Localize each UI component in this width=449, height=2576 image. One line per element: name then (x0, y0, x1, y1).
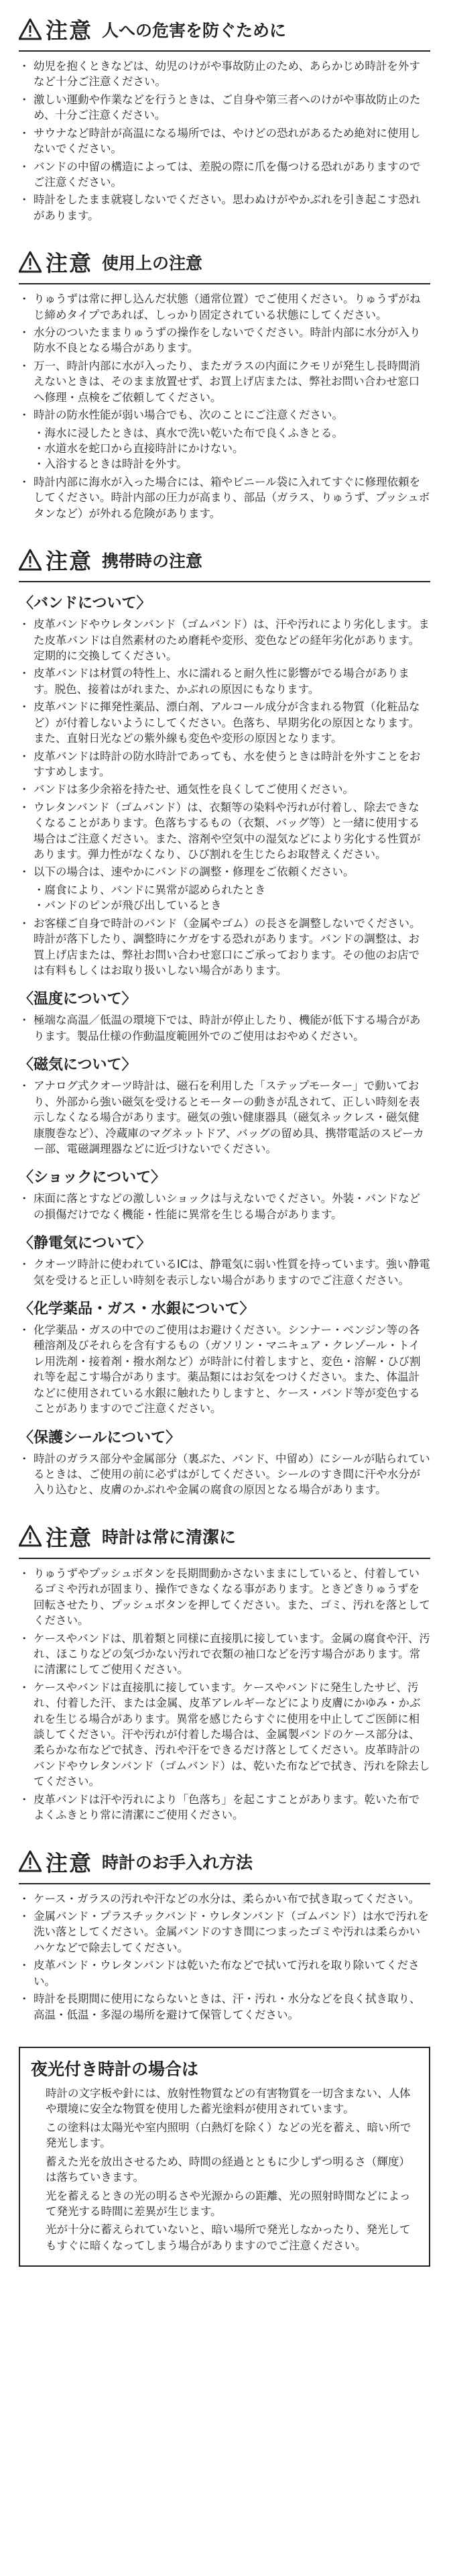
list-item: ・ 皮革バンド・ウレタンバンドは乾いた布などで拭いて汚れを取り除いてください。 (19, 1957, 430, 1989)
section-header (19, 1521, 430, 1559)
list-item: ・ 以下の場合は、速やかにバンドの調整・修理をご依頼ください。 (19, 864, 430, 879)
section-title: 使用上の注意 (102, 253, 203, 273)
list-subitem: ・海水に浸したときは、真水で洗い乾いた布で良くふきとる。 (34, 426, 343, 439)
section-title: 時計は常に清潔に (102, 1527, 237, 1548)
warning-icon (19, 1525, 42, 1548)
list-subitem: ・入浴するときは時計を外す。 (34, 458, 188, 471)
list-item: ・ 時計を長期間に使用にならないときは、汗・汚れ・水分などを良く拭き取り、高温・低温・多湿の場所を避けて保管してください。 (19, 1991, 430, 2023)
list-subitem: ・バンドのピンが飛び出しているとき (34, 899, 222, 912)
section-title: 人への危害を防ぐために (102, 20, 287, 40)
section-title: 時計のお手入れ方法 (102, 1853, 253, 1873)
list-item: ・ 時計をしたまま就寝しないでください。思わぬけがやかぶれを引き起こす恐れがあります。 (19, 192, 430, 223)
subheading: 〈静電気について〉 (19, 1235, 151, 1252)
list-item: ・ バンドの中留の構造によっては、差脱の際に爪を傷つける恐れがありますのでご注意ください。 (19, 159, 430, 191)
list-item: ・ りゅうずやプッシュボタンを長期間動かさないままにしていると、付着しているゴミや汚れが固まり、操作できなくなる事があります。ときどきりゅうずを回転させたり、プッシュボタンを押してください。また、ゴミ、汚れを落としてください。 (19, 1566, 430, 1629)
list-item: ・ サウナなど時計が高温になる場所では、やけどの恐れがあるため絶対に使用しないでください。 (19, 125, 430, 157)
section-title: 携帯時の注意 (102, 551, 203, 571)
subheading: 〈磁気について〉 (19, 1057, 137, 1074)
list-item: ・ 幼児を抱くときなどは、幼児のけがや事故防止のため、あらかじめ時計を外すなど十分ご注意ください。 (19, 58, 430, 90)
list-item: ・ 金属バンド・プラスチックバンド・ウレタンバンド（ゴムバンド）は水で汚れを洗い落としてください。金属バンドのすき間につまったゴミや汚れは柔らかいハケなどで除去してください。 (19, 1909, 430, 1955)
luminous-paragraph: 蓄えた光を放出させるため、時間の経過とともに少しずつ明るさ（輝度）は落ちていきます。 (46, 2155, 410, 2184)
caution-label: 注意 (46, 548, 92, 575)
caution-label: 注意 (46, 1524, 92, 1551)
list-item: ・ 床面に落とすなどの激しいショックは与えないでください。外装・バンドなどの損傷だけでなく機能・性能に異常を生じる場合があります。 (19, 1191, 430, 1222)
list-item: ・ ケースやバンドは、肌着類と同様に直接肌に接しています。金属の腐食や汗、汚れ、ほこりなどの気づかない汚れで衣類の袖口などを汚す場合があります。常に清潔にしてご使用ください。 (19, 1631, 430, 1678)
list-item: ・ 極端な高温／低温の環境下では、時計が停止したり、機能が低下する場合があります。製品仕様の作動温度範囲外でのご使用はおやめください。 (19, 1012, 430, 1044)
list-item: ・ 化学薬品・ガスの中でのご使用はお避けください。シンナー・ベンジン等の各種溶剤及びそれらを含有するもの（ガソリン・マニキュア・クレゾール・トイレ用洗剤・接着剤・撥水剤など）が時計に付着しますと、変色・溶解・ひび割れ等を起こす場合があります。薬品類にはお気をつけください。また、体温計などに使用されている水銀に触れたりしますと、ケース・バンド等が変色することがありますのでご注意ください。 (19, 1322, 430, 1417)
list-item: ・ 皮革バンドは時計の防水時計であっても、水を使うときは時計を外すことをおすすめします。 (19, 749, 430, 780)
luminous-paragraph: 時計の文字板や針には、放射性物質などの有害物質を一切含まない、人体や環境に安全な物質を使用した蓄光塗料が使用されています。 (46, 2086, 411, 2116)
section-header (19, 13, 430, 52)
warning-icon (19, 549, 42, 572)
section (19, 544, 430, 1498)
subheading: 〈温度について〉 (19, 991, 137, 1008)
list-item: ・ アナログ式クオーツ時計は、磁石を利用した「ステップモーター」で動いており、外部から強い磁気を受けるとモーターの動きが乱されて、正しい時刻を表示しなくなる場合があります。磁気の強い健康器具（磁気ネックレス・磁気健康腹巻など）、冷蔵庫のマグネットドア、バッグの留め具、携帯電話のスピーカー部、電磁調理器などに近づけないでください。 (19, 1078, 430, 1157)
section-header (19, 246, 430, 284)
list-subitem: ・腐食により、バンドに異常が認められたとき (34, 883, 266, 896)
luminous-paragraph: 光が十分に蓄えられていないと、暗い場所で発光しなかったり、発光してもすぐに暗くなってしまう場合がありますのでご注意ください。 (46, 2223, 411, 2252)
list-item: ・ バンドは多少余裕を持たせ、通気性を良くしてご使用ください。 (19, 782, 430, 797)
list-item: ・ 水分のついたままりゅうずの操作をしないでください。時計内部に水分が入り防水不良となる場合があります。 (19, 325, 430, 356)
list-item: ・ 皮革バンドやウレタンバンド（ゴムバンド）は、汗や汚れにより劣化します。また皮革バンドは自然素材のため磨耗や変形、変色などの経年劣化があります。定期的に交換してください。 (19, 616, 430, 663)
list-item: ・ 皮革バンドに揮発性薬品、漂白剤、アルコール成分が含まれる物質（化粧品など）が付着しないようにしてください。色落ち、早期劣化の原因となります。また、直射日光などの紫外線も変色や変形の原因となります。 (19, 699, 430, 746)
luminous-title: 夜光付き時計の場合は (31, 2059, 199, 2079)
sections (19, 13, 430, 2023)
list-item: ・ 皮革バンドは汗や汚れにより「色落ち」を起こすことがあります。乾いた布でよくふきとり常に清潔にご使用ください。 (19, 1792, 430, 1823)
section (19, 13, 430, 223)
warning-icon (19, 18, 42, 41)
list-item: ・ ウレタンバンド（ゴムバンド）は、衣類等の染料や汚れが付着し、除去できなくなることがあります。色落ちするもの（衣類、バッグ等）と一緒に使用する場合はご注意ください。また、溶剤や空気中の湿気などにより劣化する性質があります。弾力性がなくなり、ひび割れを生じたらお取替えください。 (19, 800, 430, 863)
caution-label: 注意 (46, 1849, 92, 1876)
warning-icon (19, 251, 42, 274)
section-header (19, 544, 430, 582)
caution-label: 注意 (46, 17, 92, 44)
warning-icon (19, 1850, 42, 1873)
list-item: ・ 激しい運動や作業などを行うときは、ご自身や第三者へのけがや事故防止のため、十分ご注意ください。 (19, 92, 430, 123)
list-item: ・ 万一、時計内部に水が入ったり、またガラスの内面にクモリが発生し長時間消えないときは、そのまま放置せず、お買上げ店または、弊社お問い合わせ窓口へ修理・点検をご依頼してください。 (19, 358, 430, 405)
list-item: ・ 時計のガラス部分や金属部分（裏ぶた、バンド、中留め）にシールが貼られているときは、ご使用の前に必ずはがしてください。シールのすき間に汗や水分が入り込むと、皮膚のかぶれや金属の腐食の原因となる場合があります。 (19, 1451, 430, 1498)
list-item: ・ お客様ご自身で時計のバンド（金属やゴム）の長さを調整しないでください。時計が落下したり、調整時にケガをする恐れがあります。バンドの調整は、お買上げ店または、弊社お問い合わせ窓口にご承っております。その他のお店では有料もしくはお取り扱いしない場合があります。 (19, 916, 430, 979)
list-item: ・ 時計の防水性能が弱い場合でも、次のことにご注意ください。 (19, 407, 430, 423)
subheading: 〈バンドについて〉 (19, 595, 151, 612)
subheading: 〈化学薬品・ガス・水銀について〉 (19, 1301, 255, 1318)
luminous-body (31, 2086, 418, 2253)
section (19, 1521, 430, 1823)
list-item: ・ 時計内部に海水が入った場合には、箱やビニール袋に入れてすぐに修理依頼をしてください。時計内部の圧力が高まり、部品（ガラス、りゅうず、プッシュボタンなど）が外れる危険があります。 (19, 474, 430, 521)
section (19, 246, 430, 521)
list-item: ・ りゅうずは常に押し込んだ状態（通常位置）でご使用ください。りゅうずがねじ締めタイプであれば、しっかり固定されている状態にしてください。 (19, 291, 430, 323)
list-item: ・ クオーツ時計に使われているICは、静電気に弱い性質を持っています。強い静電気を受けると正しい時刻を表示しない場合がありますのでご注意ください。 (19, 1256, 430, 1288)
luminous-paragraph: この塗料は太陽光や室内照明（白熱灯を除く）などの光を蓄え、暗い所で発光します。 (46, 2121, 411, 2150)
subheading: 〈保護シールについて〉 (19, 1429, 181, 1446)
list-item: ・ ケース・ガラスの汚れや汗などの水分は、柔らかい布で拭き取ってください。 (19, 1891, 430, 1907)
list-item: ・ 皮革バンドは材質の特性上、水に濡れると耐久性に影響がでる場合があります。脱色、接着はがれまた、かぶれの原因にもなります。 (19, 665, 430, 697)
section (19, 1846, 430, 2023)
luminous-paragraph: 光を蓄えるときの光の明るさや光源からの距離、光の照射時間などによって発光する時間に差異が生じます。 (46, 2189, 411, 2218)
subheading: 〈ショックについて〉 (19, 1169, 166, 1187)
list-subitem: ・水道水を蛇口から直接時計にかけない。 (34, 442, 244, 455)
caution-label: 注意 (46, 250, 92, 277)
section-header (19, 1846, 430, 1884)
luminous-box (19, 2047, 430, 2267)
list-item: ・ ケースやバンドは直接肌に接しています。ケースやバンドに発生したサビ、汚れ、付着した汗、または金属、皮革アレルギーなどにより皮膚にかゆみ・かぶれを生じる場合があります。異常を感じたらすぐに使用を中止してご医師に相談してください。汗や汚れが付着した場合は、金属製バンドのケース部分は、柔らかな布などで拭き、汚れや汗をできるだけ落としてください。皮革時計のバンドやウレタンバンド（ゴムバンド）は、乾いた布などで拭き、汚れを除去してください。 (19, 1680, 430, 1790)
